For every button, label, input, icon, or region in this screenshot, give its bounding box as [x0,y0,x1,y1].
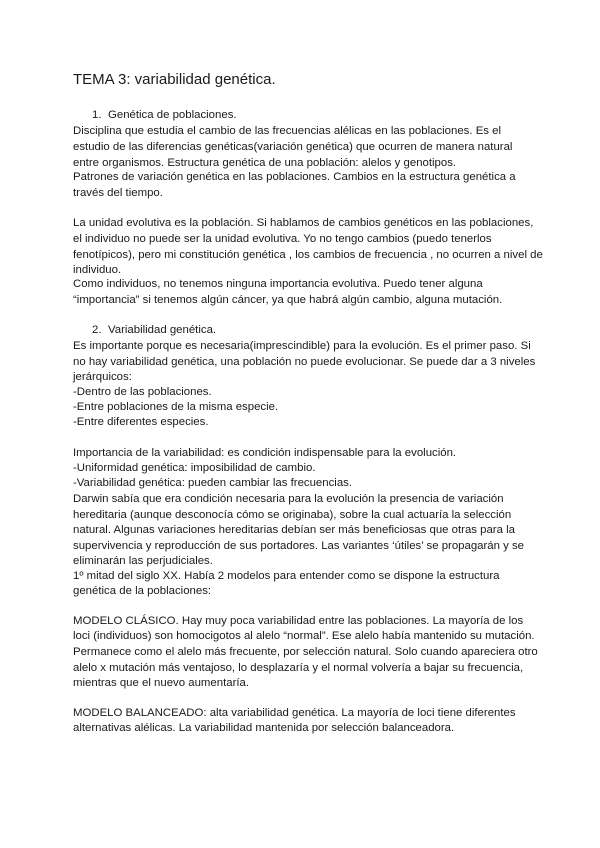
section-1-title: Genética de poblaciones. [108,109,237,121]
paragraph-line: estudio de las diferencias genéticas(variación genética) que ocurren de manera natural [73,141,513,153]
paragraph-line: MODELO BALANCEADO: alta variabilidad genética. La mayoría de loci tiene diferentes [73,707,516,719]
paragraph-line: Es importante porque es necesaria(imprescindible) para la evolución. Es el primer paso. Si [73,340,531,352]
page-title: TEMA 3: variabilidad genética. [73,71,276,88]
paragraph-line: Como individuos, no tenemos ninguna importancia evolutiva. Puedo tener alguna [73,278,483,290]
list-item: -Variabilidad genética: pueden cambiar las frecuencias. [73,477,353,489]
paragraph-line: 1º mitad del siglo XX. Había 2 modelos para entender como se dispone la estructura [73,570,500,582]
list-item: -Entre diferentes especies. [73,416,209,428]
paragraph-line: Darwin sabía que era condición necesaria para la evolución la presencia de variación [73,493,504,505]
paragraph-line: eliminarán las perjudiciales. [73,555,213,567]
section-1-heading [92,107,237,123]
section-1-number: 1. [92,109,102,121]
paragraph-line: fenotípicos), pero mi constitución genética , los cambios de frecuencia , no ocurren a nivel de [73,249,543,261]
paragraph-line: el individuo no puede ser la unidad evolutiva. Yo no tengo cambios (puedo tenerlos [73,233,492,245]
paragraph-line: individuo. [73,264,122,276]
paragraph-line: La unidad evolutiva es la población. Si hablamos de cambios genéticos en las poblaciones, [73,217,534,229]
paragraph-line: hereditaria (aunque desconocía cómo se originaba), sobre la cual actuaría la selección [73,509,512,521]
paragraph-line: genética de la poblaciones: [73,585,212,597]
section-2-title: Variabilidad genética. [108,324,217,336]
paragraph-line: alelo x mutación más ventajoso, lo desplazaría y el normal volvería a bajar su frecuencia, [73,662,524,674]
paragraph-line: alternativas alélicas. La variabilidad mantenida por selección balanceadora. [73,722,455,734]
paragraph-line: mientras que el nuevo aumentaría. [73,677,250,689]
list-item: -Entre poblaciones de la misma especie. [73,401,279,413]
paragraph-line: no hay variabilidad genética, una población no puede evolucionar. Se puede dar a 3 niveles [73,356,536,368]
paragraph-line: Importancia de la variabilidad: es condición indispensable para la evolución. [73,447,457,459]
paragraph-line: entre organismos. Estructura genética de una población: alelos y genotipos. [73,157,457,169]
section-2-heading [92,322,216,338]
paragraph-line: Permanece como el alelo más frecuente, por selección natural. Solo cuando apareciera otro [73,646,538,658]
paragraph-line: Patrones de variación genética en las poblaciones. Cambios en la estructura genética a [73,171,516,183]
paragraph-line: través del tiempo. [73,187,163,199]
paragraph-line: MODELO CLÁSICO. Hay muy poca variabilidad entre las poblaciones. La mayoría de los [73,615,524,627]
paragraph-line: natural. Algunas variaciones hereditarias debían ser más beneficiosas que otras para la [73,524,515,536]
section-2-number: 2. [92,324,102,336]
list-item: -Dentro de las poblaciones. [73,386,212,398]
paragraph-line: supervivencia y reproducción de sus portadores. Las variantes ‘útiles’ se propagarán y se [73,540,525,552]
list-item: -Uniformidad genética: imposibilidad de cambio. [73,462,316,474]
paragraph-line: loci (individuos) son homocigotos al alelo “normal”. Ese alelo había mantenido su mutación. [73,630,535,642]
paragraph-line: Disciplina que estudia el cambio de las frecuencias alélicas en las poblaciones. Es el [73,125,502,137]
paragraph-line: jerárquicos: [73,371,132,383]
paragraph-line: “importancia” si tenemos algún cáncer, ya que habrá algún cambio, alguna mutación. [73,294,503,306]
